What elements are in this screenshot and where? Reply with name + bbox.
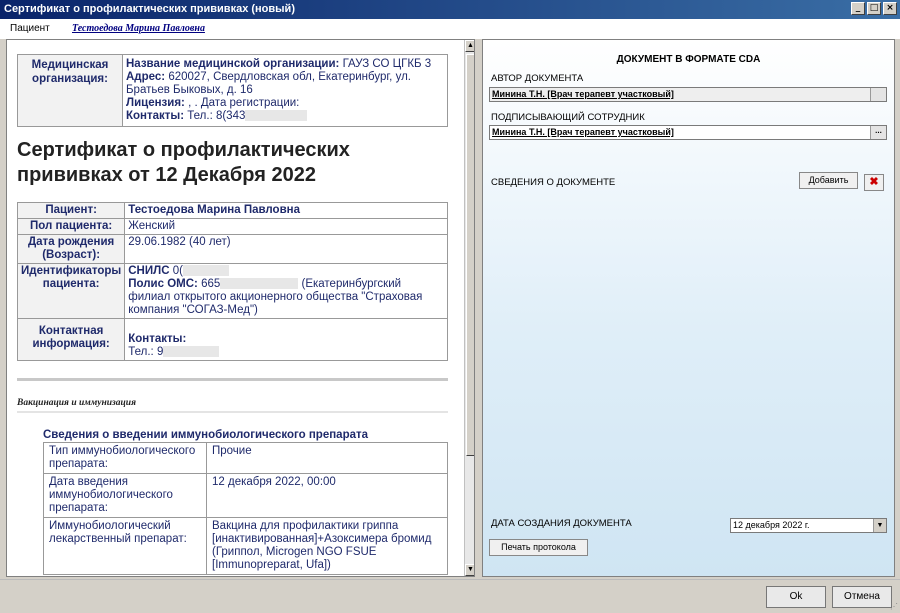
ok-button[interactable]: Ok xyxy=(766,586,826,608)
divider xyxy=(17,411,448,413)
row-key: Пол пациента: xyxy=(18,219,125,235)
org-license-value: , . Дата регистрации: xyxy=(188,97,300,109)
add-button[interactable]: Добавить xyxy=(799,172,858,189)
org-address-value: 620027, Свердловская обл, Екатеринбург, ул. Братьев Быковых, д. 16 xyxy=(126,71,411,96)
window-titlebar xyxy=(0,0,900,19)
date-label: ДАТА СОЗДАНИЯ ДОКУМЕНТА xyxy=(491,518,632,529)
minimize-button[interactable]: _ xyxy=(851,2,865,15)
contact-label: Контакты: xyxy=(128,333,187,345)
snils-label: СНИЛС xyxy=(128,265,170,277)
author-value: Минина Т.Н. [Врач терапевт участковый] xyxy=(492,89,674,99)
table-row xyxy=(18,203,448,219)
scroll-up-icon[interactable]: ▲ xyxy=(465,40,475,52)
row-value: Женский xyxy=(125,219,448,235)
row-key: Дата рождения (Возраст): xyxy=(18,235,125,264)
org-address-label: Адрес: xyxy=(126,71,166,83)
oms-value: 665 xyxy=(201,278,221,290)
redacted-block xyxy=(245,110,307,121)
cda-panel xyxy=(482,39,895,577)
table-row xyxy=(18,235,448,264)
maximize-button[interactable]: □ xyxy=(867,2,881,15)
vaccine-section-title: Сведения о введении иммунобиологического препарата xyxy=(43,429,369,441)
org-name-label: Название медицинской организации: xyxy=(126,58,340,70)
signer-select-button[interactable]: ... xyxy=(870,126,886,139)
org-table xyxy=(17,54,448,127)
row-value: 12 декабря 2022, 00:00 xyxy=(207,474,448,518)
author-field[interactable] xyxy=(489,87,887,102)
footer-bar xyxy=(0,579,900,613)
patient-table xyxy=(17,202,448,361)
org-details xyxy=(123,55,447,126)
cancel-button[interactable]: Отмена xyxy=(832,586,892,608)
signer-field[interactable] xyxy=(489,125,887,140)
identifiers-value xyxy=(125,264,448,319)
row-value: Прочие xyxy=(207,443,448,474)
table-row xyxy=(18,264,448,319)
row-value: 29.06.1982 (40 лет) xyxy=(125,235,448,264)
patient-link[interactable]: Тестоедова Марина Павловна xyxy=(72,23,205,34)
patient-label: Пациент xyxy=(10,23,50,34)
table-row xyxy=(44,474,448,518)
org-header: Медицинская организация: xyxy=(18,55,123,126)
vertical-scrollbar[interactable] xyxy=(464,40,475,576)
table-row xyxy=(18,219,448,235)
snils-value: 0( xyxy=(172,265,183,277)
redacted-block xyxy=(220,278,298,289)
document-preview[interactable] xyxy=(6,39,475,577)
table-row xyxy=(18,319,448,361)
divider xyxy=(17,378,448,381)
delete-icon[interactable]: ✖ xyxy=(864,174,884,191)
cda-title: ДОКУМЕНТ В ФОРМАТЕ CDA xyxy=(616,54,761,65)
redacted-block xyxy=(163,346,219,357)
author-label: АВТОР ДОКУМЕНТА xyxy=(491,73,584,84)
resize-grip-icon[interactable]: ⋰ xyxy=(890,602,898,611)
row-key: Идентификаторы пациента: xyxy=(18,264,125,319)
print-button[interactable]: Печать протокола xyxy=(489,539,588,556)
signer-label: ПОДПИСЫВАЮЩИЙ СОТРУДНИК xyxy=(491,112,645,123)
redacted-block xyxy=(183,265,229,276)
oms-tail: (Екатеринбургский филиал открытого акционерного общества "Страховая компания "СОГАЗ-Мед") xyxy=(128,278,423,316)
row-value: Тестоедова Марина Павловна xyxy=(125,203,448,219)
section-heading: Вакцинация и иммунизация xyxy=(17,398,136,408)
org-license-label: Лицензия: xyxy=(126,97,185,109)
row-key: Контактная информация: xyxy=(18,319,125,361)
org-contacts-label: Контакты: xyxy=(126,110,185,122)
close-button[interactable]: × xyxy=(883,2,897,15)
chevron-down-icon[interactable]: ▼ xyxy=(873,519,886,532)
table-row xyxy=(44,443,448,474)
signer-value: Минина Т.Н. [Врач терапевт участковый] xyxy=(492,127,674,137)
contact-phone: Тел.: 9 xyxy=(128,346,164,358)
doc-info-label: СВЕДЕНИЯ О ДОКУМЕНТЕ xyxy=(491,177,616,188)
patient-bar xyxy=(0,19,900,39)
author-select-button[interactable] xyxy=(870,88,886,101)
row-key: Тип иммунобиологического препарата: xyxy=(44,443,207,474)
scroll-down-icon[interactable]: ▼ xyxy=(465,564,475,576)
row-value: Вакцина для профилактики гриппа [инактивированная]+Азоксимера бромид (Гриппол, Microgen NGO FSUE [Immunopreparat, Ufa]) xyxy=(207,518,448,575)
oms-label: Полис ОМС: xyxy=(128,278,198,290)
table-row xyxy=(44,518,448,575)
window-title: Сертификат о профилактических прививках (новый) xyxy=(4,3,295,15)
row-key: Дата введения иммунобиологического препарата: xyxy=(44,474,207,518)
org-name-value: ГАУЗ СО ЦГКБ 3 xyxy=(342,58,432,70)
row-key: Иммунобиологический лекарственный препарат: xyxy=(44,518,207,575)
date-value: 12 декабря 2022 г. xyxy=(733,520,810,530)
scroll-thumb[interactable] xyxy=(466,54,475,456)
date-select[interactable] xyxy=(730,518,887,533)
row-key: Пациент: xyxy=(18,203,125,219)
vaccine-table xyxy=(43,442,448,575)
document-title: Сертификат о профилактических прививках от 12 Декабря 2022 xyxy=(17,139,350,186)
org-contacts-value: Тел.: 8(343 xyxy=(187,110,246,122)
contact-value xyxy=(125,319,448,361)
